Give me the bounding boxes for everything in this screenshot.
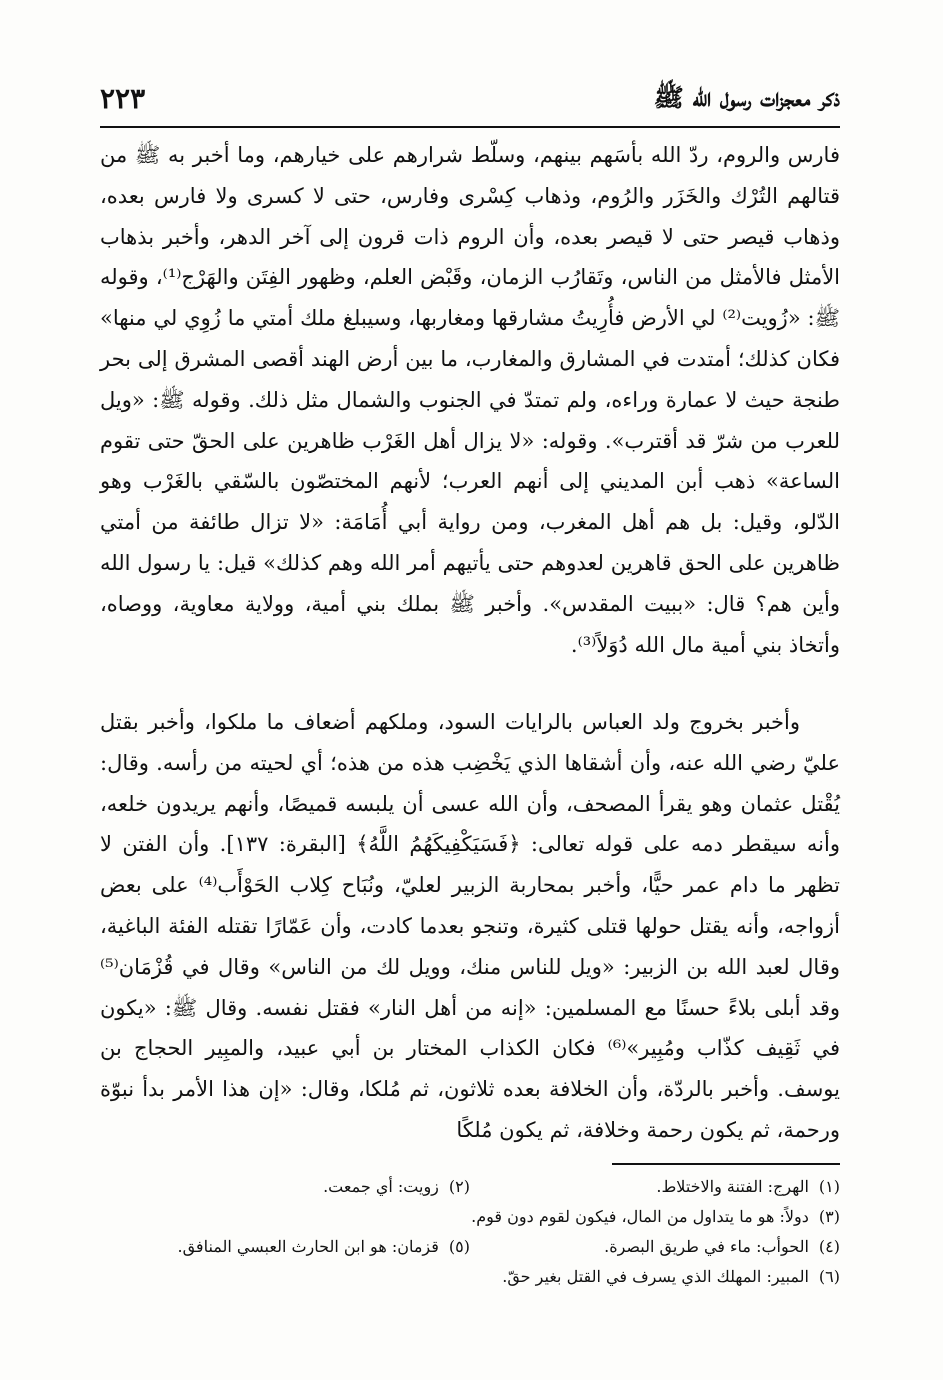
footnote-separator xyxy=(612,1163,840,1165)
body-paragraph-2: وأخبر بخروج ولد العباس بالرايات السود، وملكهم أضعاف ما ملكوا، وأخبر بقتل عليّ رضي الله عنه، وأن أشقاها الذي يَخْضِب هذه من هذه؛ أي لحيته من رأسه. وقال: يُقْتل عثمان وهو يقرأ المصحف، وأن الله عسى أن يلبسه قميصًا، وأنهم يريدون خلعه، وأنه سيقطر دمه على قوله تعالى: ﴿فَسَيَكْفِيكَهُمُ اللَّهُ﴾ [البقرة: ١٣٧]. وأن الفتن لا تظهر ما دام عمر حيًّا، وأخبر بمحاربة الزبير لعليّ، ونُبَاح كِلاب الحَوْأَب⁽⁴⁾ على بعض أزواجه، وأنه يقتل حولها قتلى كثيرة، وتنجو بعدما كادت، وأن عَمّارًا تقتله الفئة الباغية، وقال لعبد الله بن الزبير: «ويل للناس منك، وويل لك من الناس» وقال في قُزْمَان⁽⁵⁾ وقد أبلى بلاءً حسنًا مع المسلمين: «إنه من أهل النار» فقتل نفسه. وقال ﷺ: «يكون في ثَقِيف كذّاب ومُبِير»⁽⁶⁾ فكان الكذاب المختار بن أبي عبيد، والمبِير الحجاج بن يوسف. وأخبر بالردّة، وأن الخلافة بعده ثلاثون، ثم مُلكا، وقال: «إن هذا الأمر بدأ نبوّة ورحمة، ثم يكون رحمة وخلافة، ثم يكون مُلكًا xyxy=(100,710,840,1142)
footnote-number: (٣) xyxy=(818,1207,840,1226)
footnote-row xyxy=(100,1202,840,1232)
footnote-number: (١) xyxy=(818,1177,840,1196)
footnotes xyxy=(100,1172,840,1292)
footnote-row xyxy=(100,1172,840,1202)
running-title: ذكر معجزات رسول الله ﷺ xyxy=(653,83,840,112)
footnote-number: (٦) xyxy=(818,1267,840,1286)
footnote-text: الحوأب: ماء في طريق البصرة. xyxy=(604,1237,809,1256)
footnote-5 xyxy=(100,1232,470,1262)
footnote-text: المبير: المهلك الذي يسرف في القتل بغير حقّ. xyxy=(502,1267,809,1286)
footnote-text: زويت: أي جمعت. xyxy=(323,1177,439,1196)
footnote-4 xyxy=(470,1232,840,1262)
footnote-6 xyxy=(100,1262,840,1292)
page-number: ٢٢٣ xyxy=(100,82,146,115)
footnote-number: (٤) xyxy=(818,1237,840,1256)
page-header xyxy=(100,82,840,122)
footnote-3 xyxy=(100,1202,840,1232)
header-rule xyxy=(100,126,840,128)
footnote-row xyxy=(100,1262,840,1292)
footnote-number: (٢) xyxy=(448,1177,470,1196)
footnote-number: (٥) xyxy=(448,1237,470,1256)
footnote-text: الهرج: الفتنة والاختلاط. xyxy=(656,1177,809,1196)
footnote-1 xyxy=(470,1172,840,1202)
footnote-text: قزمان: هو ابن الحارث العبسي المنافق. xyxy=(177,1237,439,1256)
footnote-row xyxy=(100,1232,840,1262)
body-paragraph-1: فارس والروم، ردّ الله بأسَهم بينهم، وسلّط شرارهم على خيارهم، وما أخبر به ﷺ من قتالهم التُرْك والخَزَر والرُوم، وذهاب كِسْرى وفارس، حتى لا كسرى ولا فارس بعده، وذهاب قيصر حتى لا قيصر بعده، وأن الروم ذات قرون إلى آخر الدهر، وأخبر بذهاب الأمثل فالأمثل من الناس، وتَقارُب الزمان، وقَبْض العلم، وظهور الفِتَن والهَرْج⁽¹⁾، وقوله ﷺ: «زُويت⁽²⁾ لي الأرض فأُرِيتُ مشارقها ومغاربها، وسيبلغ ملك أمتي ما زُوِي لي منها» فكان كذلك؛ أمتدت في المشارق والمغارب، ما بين أرض الهند أقصى المشرق إلى بحر طنجة حيث لا عمارة وراءه، ولم تمتدّ في الجنوب والشمال مثل ذلك. وقوله ﷺ: «ويل للعرب من شرّ قد أقترب». وقوله: «لا يزال أهل الغَرْب ظاهرين على الحقّ حتى تقوم الساعة» ذهب أبن المديني إلى أنهم العرب؛ لأنهم المختصّون بالسّقي بالغَرْب وهو الدّلو، وقيل: بل هم أهل المغرب، ومن رواية أبي أُمَامَة: «لا تزال طائفة من أمتي ظاهرين على الحق قاهرين لعدوهم حتى يأتيهم أمر الله وهم كذلك» قيل: يا رسول الله وأين هم؟ قال: «ببيت المقدس». وأخبر ﷺ بملك بني أمية، وولاية معاوية، ووصاه، وأتخاذ بني أمية مال الله دُوَلاً⁽³⁾. xyxy=(100,143,841,657)
footnote-text: دولاً: هو ما يتداول من المال، فيكون لقوم دون قوم. xyxy=(471,1207,809,1226)
footnote-2 xyxy=(100,1172,470,1202)
